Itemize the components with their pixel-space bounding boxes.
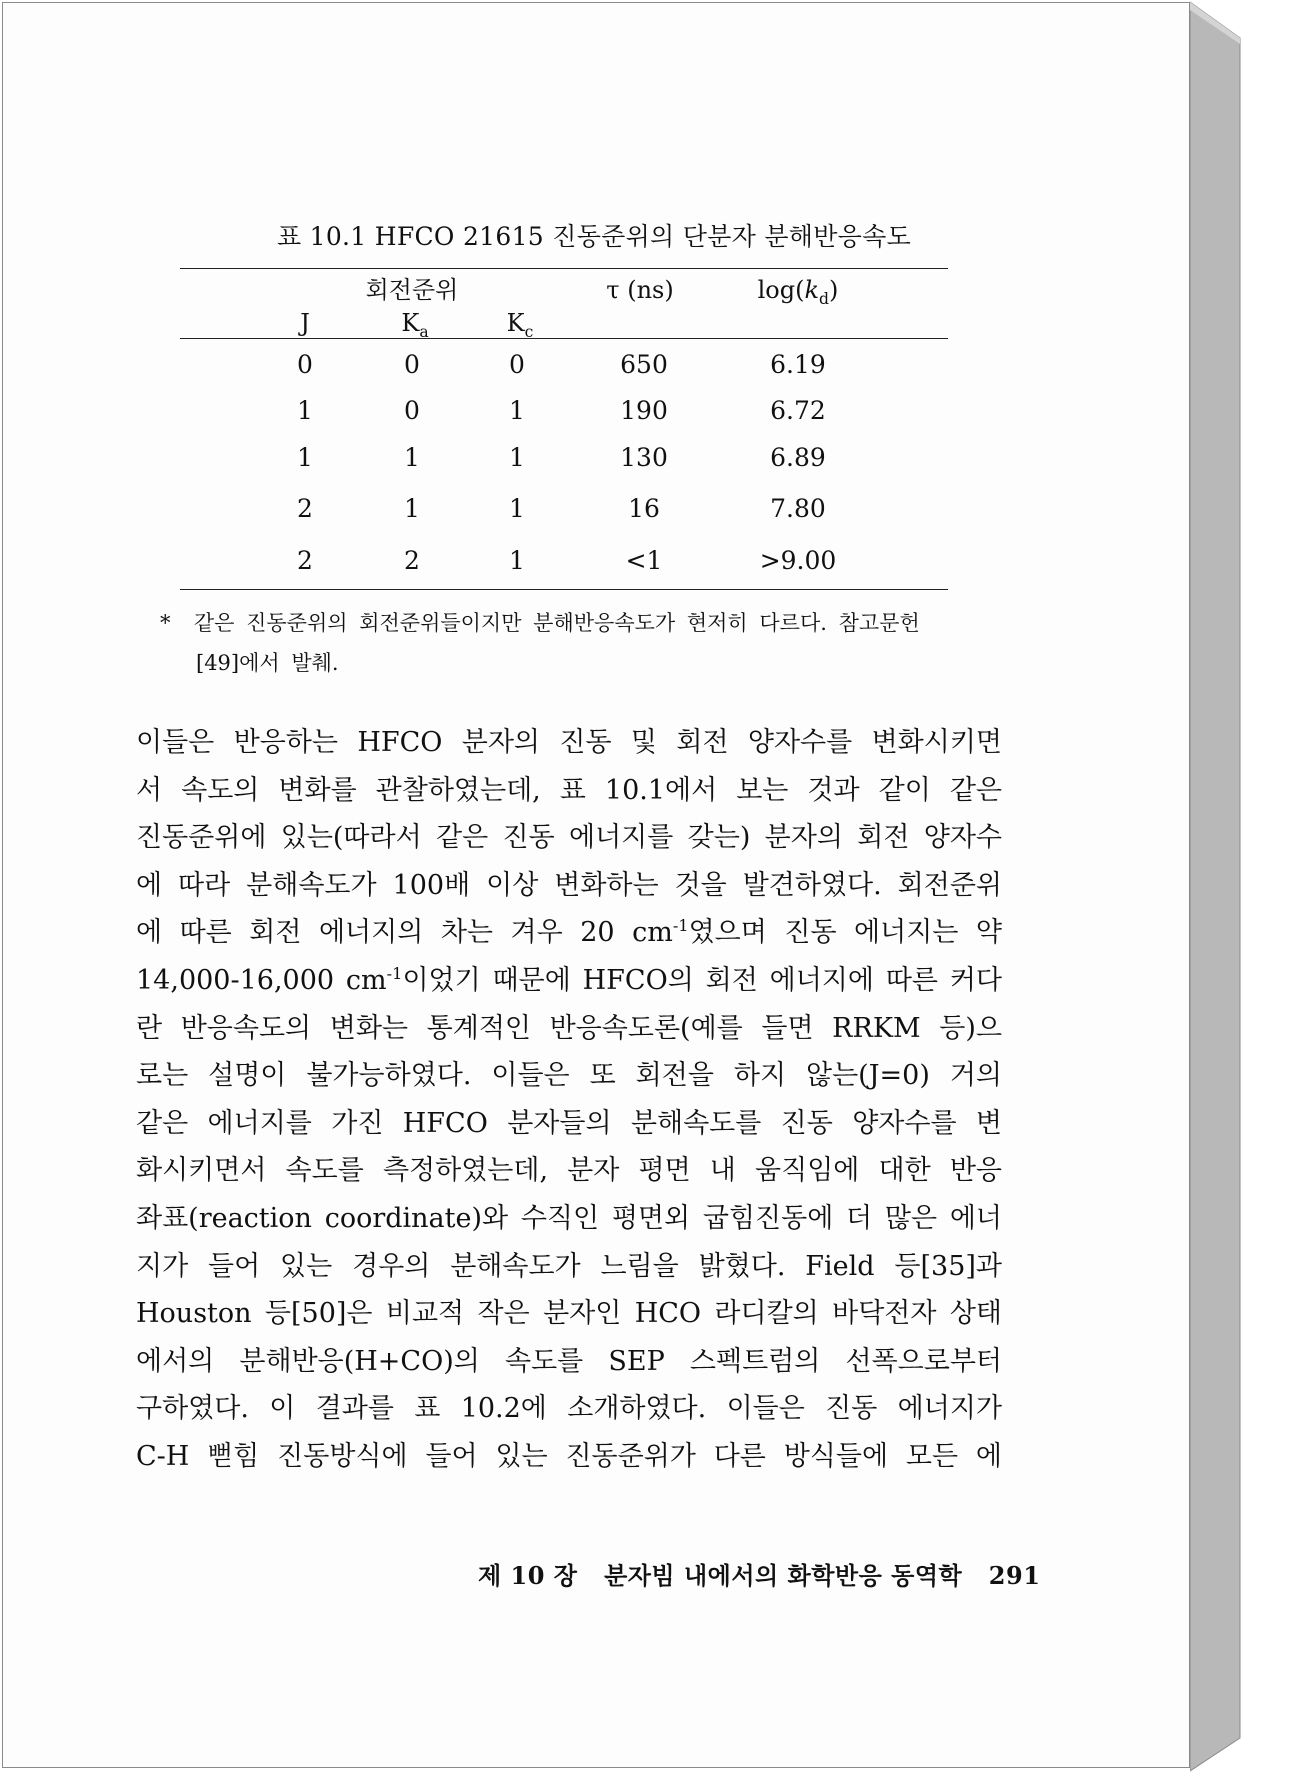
body-line: 지가 들어 있는 경우의 분해속도가 느림을 밝혔다. Field 등[35]과 <box>136 1250 1002 1282</box>
cell-tau: <1 <box>625 546 663 575</box>
cell-logk: 7.80 <box>770 494 826 523</box>
body-line: Houston 등[50]은 비교적 작은 분자인 HCO 라디칼의 바닥전자 상태 <box>136 1298 1002 1330</box>
header-logk-suffix: ) <box>829 276 839 304</box>
body-line: 좌표(reaction coordinate)와 수직인 평면외 굽힘진동에 더 많은 에너 <box>136 1202 1002 1234</box>
chapter-title: 분자빔 내에서의 화학반응 동역학 <box>604 1561 963 1590</box>
header-tau: τ (ns) <box>606 276 674 304</box>
table-caption: 표 10.1 HFCO 21615 진동준위의 단분자 분해반응속도 <box>276 222 912 251</box>
header-logk <box>748 275 848 308</box>
table-header-rule <box>180 338 948 339</box>
body-line <box>136 909 1002 957</box>
book-edge <box>1190 0 1250 1773</box>
cell-logk: 6.89 <box>770 443 826 472</box>
chapter-label: 제 10 장 <box>478 1561 578 1590</box>
header-logk-sub: d <box>819 289 829 308</box>
table-footnote <box>160 603 1000 683</box>
cell-tau: 650 <box>620 350 668 379</box>
body-line: 에 따라 분해속도가 100배 이상 변화하는 것을 발견하였다. 회전준위 <box>136 869 1002 901</box>
body-paragraph <box>136 719 1002 1481</box>
cell-Kc: 0 <box>509 350 525 379</box>
footnote-line-1 <box>160 603 1000 643</box>
body-line: 화시키면서 속도를 측정하였는데, 분자 평면 내 움직임에 대한 반응 <box>136 1155 1002 1187</box>
cell-Ka: 1 <box>404 494 420 523</box>
header-logk-var: k <box>804 276 820 304</box>
cell-Kc: 1 <box>509 494 525 523</box>
table-top-rule <box>180 268 948 269</box>
body-line-6b: 이었기 때문에 HFCO의 회전 에너지에 따른 커다 <box>402 964 1002 996</box>
body-line: 로는 설명이 불가능하였다. 이들은 또 회전을 하지 않는(J=0) 거의 <box>136 1060 1002 1092</box>
page-number: 291 <box>988 1561 1041 1590</box>
cell-Kc: 1 <box>509 443 525 472</box>
header-Kc-sub: c <box>524 322 534 341</box>
cell-Kc: 1 <box>509 546 525 575</box>
cell-Ka: 1 <box>404 443 420 472</box>
cell-J: 0 <box>297 350 313 379</box>
body-line: 이들은 반응하는 HFCO 분자의 진동 및 회전 양자수를 변화시키면 <box>136 727 1002 758</box>
cell-tau: 190 <box>620 396 668 425</box>
footnote-text-1: 같은 진동준위의 회전준위들이지만 분해반응속도가 현저히 다르다. 참고문헌 <box>193 611 920 635</box>
running-footer <box>478 1556 1040 1591</box>
cell-tau: 16 <box>628 494 660 523</box>
cell-J: 1 <box>297 443 313 472</box>
body-line: 란 반응속도의 변화는 통계적인 반응속도론(예를 들면 RRKM 등)으 <box>136 1012 1002 1044</box>
cell-tau: 130 <box>620 443 668 472</box>
header-Kc-main: K <box>506 309 525 337</box>
body-line <box>136 957 1002 1005</box>
cell-logk: 6.72 <box>770 396 826 425</box>
footnote-marker: * <box>160 611 171 635</box>
body-line: 같은 에너지를 가진 HFCO 분자들의 분해속도를 진동 양자수를 변 <box>136 1107 1002 1139</box>
body-line: 진동준위에 있는(따라서 같은 진동 에너지를 갖는) 분자의 회전 양자수 <box>136 822 1002 854</box>
header-rotational-level: 회전준위 <box>365 276 459 304</box>
header-logk-prefix: log( <box>757 276 805 304</box>
body-line: 에서의 분해반응(H+CO)의 속도를 SEP 스펙트럼의 선폭으로부터 <box>136 1345 1002 1377</box>
superscript: -1 <box>386 963 403 983</box>
book-edge-shape <box>1190 0 1250 1773</box>
body-line-6a: 14,000-16,000 cm <box>136 964 387 996</box>
header-Kc <box>500 308 540 341</box>
cell-Ka: 2 <box>404 546 420 575</box>
cell-Ka: 0 <box>404 350 420 379</box>
header-Ka <box>395 308 435 341</box>
body-line: 구하였다. 이 결과를 표 10.2에 소개하였다. 이들은 진동 에너지가 <box>136 1393 1002 1425</box>
cell-logk: 6.19 <box>770 350 826 379</box>
body-line-5b: 였으며 진동 에너지는 약 <box>688 917 1002 949</box>
body-line: C-H 뻗힘 진동방식에 들어 있는 진동준위가 다른 방식들에 모든 에 <box>136 1440 1002 1472</box>
body-line: 서 속도의 변화를 관찰하였는데, 표 10.1에서 보는 것과 같이 같은 <box>136 774 1002 806</box>
cell-Kc: 1 <box>509 396 525 425</box>
cell-Ka: 0 <box>404 396 420 425</box>
header-Ka-sub: a <box>419 322 429 341</box>
table-bottom-rule <box>180 589 948 590</box>
footnote-line-2: [49]에서 발췌. <box>196 651 339 675</box>
body-line-5a: 에 따른 회전 에너지의 차는 겨우 20 cm <box>136 917 673 949</box>
cell-J: 2 <box>297 494 313 523</box>
header-J: J <box>300 309 310 337</box>
cell-J: 1 <box>297 396 313 425</box>
cell-logk: >9.00 <box>759 546 837 575</box>
header-Ka-main: K <box>401 309 420 337</box>
cell-J: 2 <box>297 546 313 575</box>
superscript: -1 <box>672 916 689 936</box>
